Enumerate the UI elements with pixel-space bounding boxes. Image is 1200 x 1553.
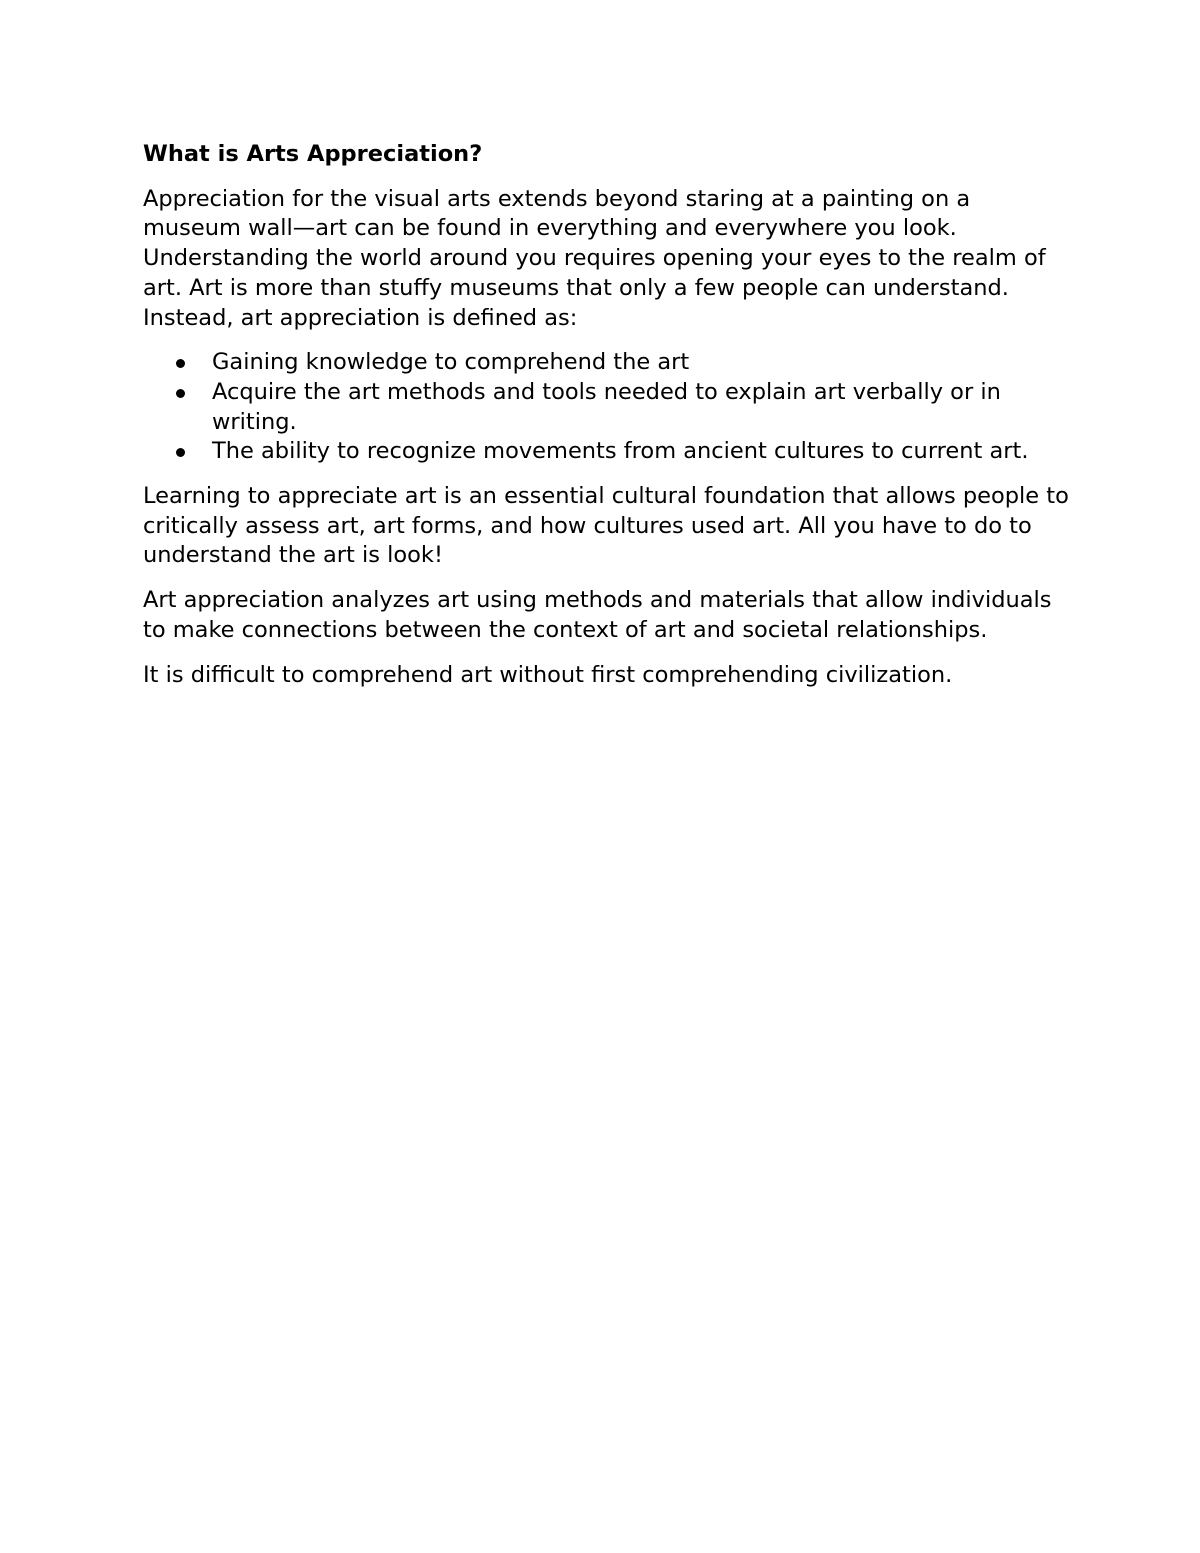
document-body (143, 140, 1073, 705)
list-item (143, 437, 1073, 467)
document-title: What is Arts Appreciation? (143, 141, 483, 167)
list-item (143, 348, 1073, 378)
body-paragraph: It is difficult to comprehend art without first comprehending civilization. (143, 661, 953, 688)
definition-list (143, 348, 1073, 467)
bullet-icon (176, 359, 185, 368)
list-item-text: The ability to recognize movements from ancient cultures to current art. (212, 438, 1029, 465)
bullet-icon (176, 448, 185, 457)
intro-paragraph: Appreciation for the visual arts extends beyond staring at a painting on a museum wall—art can be found in everything and everywhere you look. Understanding the world around you requires opening your eyes to the realm of art. Art is more than stuffy museums that only a few people can understand. Instead, art appreciation is defined as: (143, 185, 1046, 331)
list-item-text: Acquire the art methods and tools needed to explain art verbally or in writing. (212, 378, 1001, 435)
body-paragraph: Art appreciation analyzes art using methods and materials that allow individuals to make connections between the context of art and societal relationships. (143, 587, 1052, 643)
body-paragraph: Learning to appreciate art is an essential cultural foundation that allows people to critically assess art, art forms, and how cultures used art. All you have to do to understand the art is look! (143, 483, 1069, 569)
list-item-text: Gaining knowledge to comprehend the art (212, 349, 690, 376)
bullet-icon (176, 389, 185, 398)
list-item (143, 378, 1073, 437)
